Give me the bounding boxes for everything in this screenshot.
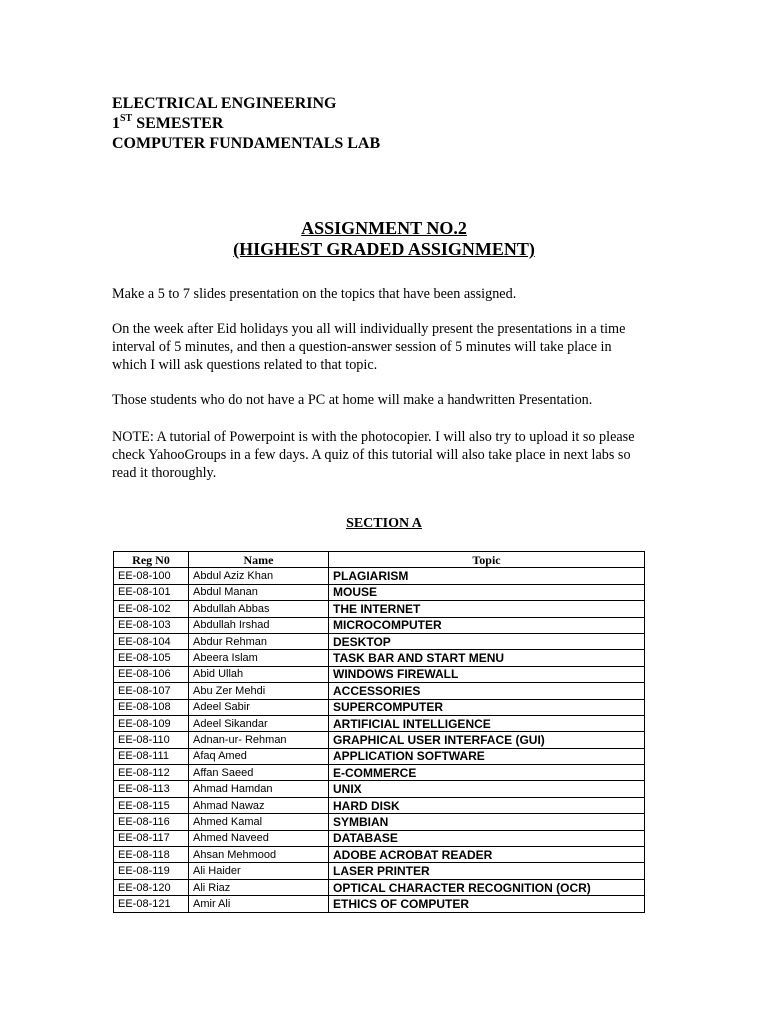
reg-number-cell: EE-08-109 [114, 715, 189, 731]
reg-number-cell: EE-08-113 [114, 781, 189, 797]
semester-word: SEMESTER [132, 115, 224, 132]
table-row [114, 699, 645, 715]
topic-cell: MICROCOMPUTER [329, 617, 645, 633]
topic-assignment-table [113, 551, 645, 913]
student-name-cell: Abdullah Abbas [189, 601, 329, 617]
reg-number-cell: EE-08-110 [114, 732, 189, 748]
table-row [114, 715, 645, 731]
reg-number-cell: EE-08-100 [114, 568, 189, 584]
topic-cell: THE INTERNET [329, 601, 645, 617]
reg-number-cell: EE-08-111 [114, 748, 189, 764]
topic-cell: ACCESSORIES [329, 683, 645, 699]
topic-cell: LASER PRINTER [329, 863, 645, 879]
reg-number-cell: EE-08-102 [114, 601, 189, 617]
instruction-paragraph-3: Those students who do not have a PC at home will make a handwritten Presentation. [112, 392, 593, 408]
topic-cell: GRAPHICAL USER INTERFACE (GUI) [329, 732, 645, 748]
table-row [114, 568, 645, 584]
reg-number-cell: EE-08-119 [114, 863, 189, 879]
column-header-name: Name [189, 552, 329, 568]
document-header [112, 94, 380, 154]
topic-cell: ARTIFICIAL INTELLIGENCE [329, 715, 645, 731]
table-row [114, 732, 645, 748]
semester-line [112, 114, 380, 134]
table-row [114, 781, 645, 797]
topic-cell: DATABASE [329, 830, 645, 846]
table-row [114, 666, 645, 682]
table-row [114, 896, 645, 912]
table-row [114, 683, 645, 699]
student-name-cell: Ahmad Hamdan [189, 781, 329, 797]
table-row [114, 797, 645, 813]
student-name-cell: Amir Ali [189, 896, 329, 912]
assignment-title [0, 218, 768, 260]
student-name-cell: Abid Ullah [189, 666, 329, 682]
table-row [114, 601, 645, 617]
reg-number-cell: EE-08-115 [114, 797, 189, 813]
assignment-number: ASSIGNMENT NO.2 [301, 218, 467, 238]
student-name-cell: Adeel Sikandar [189, 715, 329, 731]
topic-cell: SUPERCOMPUTER [329, 699, 645, 715]
department-line: ELECTRICAL ENGINEERING [112, 95, 337, 112]
reg-number-cell: EE-08-106 [114, 666, 189, 682]
student-name-cell: Adnan-ur- Rehman [189, 732, 329, 748]
topic-cell: MOUSE [329, 584, 645, 600]
topic-cell: TASK BAR AND START MENU [329, 650, 645, 666]
column-header-topic: Topic [329, 552, 645, 568]
student-name-cell: Abu Zer Mehdi [189, 683, 329, 699]
reg-number-cell: EE-08-120 [114, 879, 189, 895]
reg-number-cell: EE-08-112 [114, 765, 189, 781]
semester-ordinal-suffix: ST [120, 112, 133, 124]
assignment-subtitle: (HIGHEST GRADED ASSIGNMENT) [233, 239, 535, 259]
student-name-cell: Ali Haider [189, 863, 329, 879]
reg-number-cell: EE-08-117 [114, 830, 189, 846]
table-row [114, 617, 645, 633]
table-row [114, 847, 645, 863]
student-name-cell: Abdul Manan [189, 584, 329, 600]
table-row [114, 814, 645, 830]
reg-number-cell: EE-08-103 [114, 617, 189, 633]
reg-number-cell: EE-08-108 [114, 699, 189, 715]
topic-cell: ADOBE ACROBAT READER [329, 847, 645, 863]
topic-cell: HARD DISK [329, 797, 645, 813]
topic-cell: ETHICS OF COMPUTER [329, 896, 645, 912]
course-line: COMPUTER FUNDAMENTALS LAB [112, 135, 381, 152]
reg-number-cell: EE-08-105 [114, 650, 189, 666]
student-name-cell: Ahsan Mehmood [189, 847, 329, 863]
reg-number-cell: EE-08-107 [114, 683, 189, 699]
student-name-cell: Abdur Rehman [189, 633, 329, 649]
instruction-paragraph-2: On the week after Eid holidays you all will individually present the presentations in a time interval of 5 minutes, and then a question-answer session of 5 minutes will take place in which I will ask questions related to that topic. [112, 321, 626, 373]
student-name-cell: Afaq Amed [189, 748, 329, 764]
reg-number-cell: EE-08-101 [114, 584, 189, 600]
topic-cell: SYMBIAN [329, 814, 645, 830]
student-name-cell: Ahmad Nawaz [189, 797, 329, 813]
topic-cell: DESKTOP [329, 633, 645, 649]
reg-number-cell: EE-08-104 [114, 633, 189, 649]
topic-cell: PLAGIARISM [329, 568, 645, 584]
table-row [114, 879, 645, 895]
student-name-cell: Affan Saeed [189, 765, 329, 781]
instruction-paragraph-1: Make a 5 to 7 slides presentation on the topics that have been assigned. [112, 286, 517, 302]
note-paragraph: NOTE: A tutorial of Powerpoint is with the photocopier. I will also try to upload it so please check YahooGroups in a few days. A quiz of this tutorial will also take place in next labs so read it thoroughly. [112, 429, 635, 481]
reg-number-cell: EE-08-118 [114, 847, 189, 863]
topic-cell: APPLICATION SOFTWARE [329, 748, 645, 764]
table-row [114, 650, 645, 666]
table-row [114, 633, 645, 649]
section-heading: SECTION A [346, 516, 422, 531]
table-header-row [114, 552, 645, 568]
topic-cell: E-COMMERCE [329, 765, 645, 781]
student-name-cell: Abdullah Irshad [189, 617, 329, 633]
reg-number-cell: EE-08-121 [114, 896, 189, 912]
student-name-cell: Abdul Aziz Khan [189, 568, 329, 584]
topic-cell: WINDOWS FIREWALL [329, 666, 645, 682]
semester-number: 1 [112, 115, 120, 132]
column-header-reg: Reg N0 [114, 552, 189, 568]
topic-cell: OPTICAL CHARACTER RECOGNITION (OCR) [329, 879, 645, 895]
table-body [114, 568, 645, 912]
student-name-cell: Ahmed Naveed [189, 830, 329, 846]
reg-number-cell: EE-08-116 [114, 814, 189, 830]
student-name-cell: Ali Riaz [189, 879, 329, 895]
table-row [114, 748, 645, 764]
table-row [114, 584, 645, 600]
topic-cell: UNIX [329, 781, 645, 797]
table-row [114, 830, 645, 846]
table-row [114, 765, 645, 781]
table-row [114, 863, 645, 879]
student-name-cell: Abeera Islam [189, 650, 329, 666]
student-name-cell: Ahmed Kamal [189, 814, 329, 830]
student-name-cell: Adeel Sabir [189, 699, 329, 715]
